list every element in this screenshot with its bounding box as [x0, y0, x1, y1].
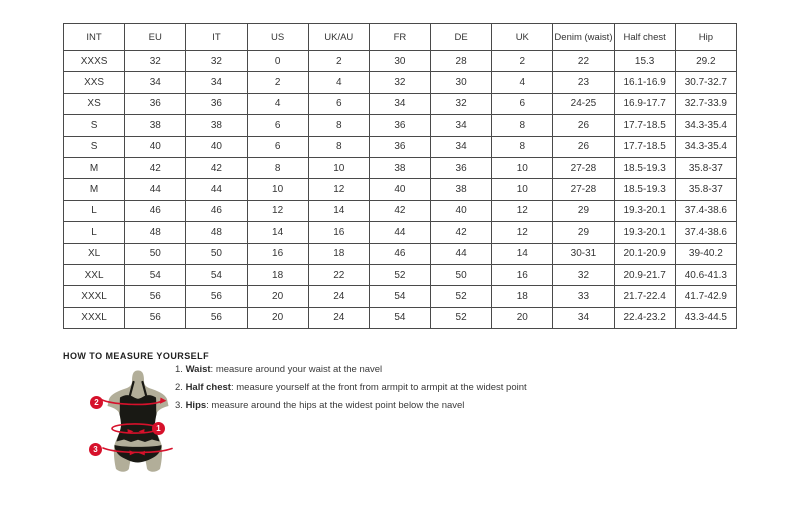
table-cell: 56 [186, 307, 247, 328]
table-cell: 32 [369, 72, 430, 93]
step-term: Hips [185, 400, 207, 411]
column-header: Denim (waist) [553, 24, 614, 51]
table-row [64, 307, 737, 328]
table-cell: XXL [64, 264, 125, 285]
table-cell: 44 [369, 222, 430, 243]
table-cell: 50 [431, 264, 492, 285]
table-cell: 18 [492, 286, 553, 307]
table-cell: 6 [308, 93, 369, 114]
table-cell: XXXL [64, 307, 125, 328]
table-cell: 50 [186, 243, 247, 264]
table-cell: 38 [125, 115, 186, 136]
table-cell: 37.4-38.6 [675, 222, 736, 243]
table-cell: 36 [369, 136, 430, 157]
table-row [64, 93, 737, 114]
measure-step [175, 382, 527, 393]
table-cell: XS [64, 93, 125, 114]
column-header: IT [186, 24, 247, 51]
table-cell: 35.8-37 [675, 157, 736, 178]
table-cell: 32 [431, 93, 492, 114]
table-cell: 28 [431, 51, 492, 72]
table-cell: 12 [308, 179, 369, 200]
table-cell: 2 [492, 51, 553, 72]
column-header: UK/AU [308, 24, 369, 51]
table-cell: 54 [369, 286, 430, 307]
table-cell: XL [64, 243, 125, 264]
table-cell: 33 [553, 286, 614, 307]
table-cell: 27-28 [553, 157, 614, 178]
step-number: 2. [175, 382, 186, 393]
table-cell: 36 [431, 157, 492, 178]
table-cell: 4 [492, 72, 553, 93]
measure-step [175, 400, 527, 411]
table-cell: 8 [308, 136, 369, 157]
table-row [64, 157, 737, 178]
table-cell: 12 [492, 200, 553, 221]
table-cell: 4 [308, 72, 369, 93]
table-cell: M [64, 157, 125, 178]
table-cell: 34.3-35.4 [675, 136, 736, 157]
table-cell: 52 [369, 264, 430, 285]
table-cell: 18.5-19.3 [614, 179, 675, 200]
table-cell: 44 [125, 179, 186, 200]
column-header: FR [369, 24, 430, 51]
step-text: : measure around the hips at the widest point below the navel [206, 400, 465, 411]
table-cell: XXXS [64, 51, 125, 72]
step-text: : measure yourself at the front from armpit to armpit at the widest point [230, 382, 527, 393]
table-cell: 10 [492, 179, 553, 200]
table-cell: 26 [553, 136, 614, 157]
table-cell: 54 [186, 264, 247, 285]
table-row [64, 264, 737, 285]
table-cell: L [64, 222, 125, 243]
table-row [64, 286, 737, 307]
table-cell: 46 [186, 200, 247, 221]
table-cell: 16.9-17.7 [614, 93, 675, 114]
table-cell: 44 [186, 179, 247, 200]
table-cell: 34 [553, 307, 614, 328]
table-row [64, 72, 737, 93]
step-number: 1. [175, 364, 186, 375]
table-cell: 17.7-18.5 [614, 115, 675, 136]
table-cell: 56 [125, 307, 186, 328]
table-cell: 30 [431, 72, 492, 93]
waist-badge: 1 [152, 422, 165, 435]
table-cell: 36 [186, 93, 247, 114]
table-cell: 8 [247, 157, 308, 178]
column-header: INT [64, 24, 125, 51]
table-cell: 17.7-18.5 [614, 136, 675, 157]
table-cell: 10 [308, 157, 369, 178]
table-cell: 52 [431, 286, 492, 307]
table-cell: 39-40.2 [675, 243, 736, 264]
table-cell: 20 [492, 307, 553, 328]
table-cell: 46 [125, 200, 186, 221]
table-cell: 40 [369, 179, 430, 200]
table-cell: 42 [125, 157, 186, 178]
table-cell: S [64, 136, 125, 157]
table-cell: 56 [125, 286, 186, 307]
table-cell: 48 [186, 222, 247, 243]
table-cell: 22.4-23.2 [614, 307, 675, 328]
table-cell: 52 [431, 307, 492, 328]
table-cell: 48 [125, 222, 186, 243]
table-cell: 30 [369, 51, 430, 72]
table-cell: 38 [186, 115, 247, 136]
column-header: EU [125, 24, 186, 51]
table-cell: 21.7-22.4 [614, 286, 675, 307]
table-row [64, 115, 737, 136]
table-cell: 16.1-16.9 [614, 72, 675, 93]
table-cell: 2 [308, 51, 369, 72]
table-cell: 36 [369, 115, 430, 136]
table-cell: S [64, 115, 125, 136]
table-cell: 29.2 [675, 51, 736, 72]
table-cell: 35.8-37 [675, 179, 736, 200]
table-cell: 10 [247, 179, 308, 200]
table-cell: 8 [308, 115, 369, 136]
table-cell: 40 [125, 136, 186, 157]
table-row [64, 51, 737, 72]
table-cell: 24 [308, 307, 369, 328]
column-header: Hip [675, 24, 736, 51]
table-cell: 56 [186, 286, 247, 307]
table-row [64, 136, 737, 157]
table-cell: 34.3-35.4 [675, 115, 736, 136]
header-row [64, 24, 737, 51]
table-cell: 54 [125, 264, 186, 285]
table-cell: 24 [308, 286, 369, 307]
table-cell: 18 [308, 243, 369, 264]
table-cell: 30.7-32.7 [675, 72, 736, 93]
column-header: US [247, 24, 308, 51]
table-cell: 32 [125, 51, 186, 72]
table-cell: 26 [553, 115, 614, 136]
measure-step [175, 364, 527, 375]
table-cell: 41.7-42.9 [675, 286, 736, 307]
table-row [64, 243, 737, 264]
table-cell: 14 [492, 243, 553, 264]
table-cell: 15.3 [614, 51, 675, 72]
table-cell: 29 [553, 200, 614, 221]
table-cell: 34 [369, 93, 430, 114]
table-cell: 34 [431, 136, 492, 157]
step-text: : measure around your waist at the navel [210, 364, 383, 375]
table-cell: 34 [431, 115, 492, 136]
measure-steps [175, 364, 527, 418]
table-cell: 43.3-44.5 [675, 307, 736, 328]
step-number: 3. [175, 400, 186, 411]
table-cell: 42 [369, 200, 430, 221]
table-cell: 54 [369, 307, 430, 328]
table-cell: 32 [186, 51, 247, 72]
table-cell: 12 [247, 200, 308, 221]
table-cell: 29 [553, 222, 614, 243]
table-cell: 2 [247, 72, 308, 93]
table-cell: 0 [247, 51, 308, 72]
half-chest-badge: 2 [90, 396, 103, 409]
table-cell: XXXL [64, 286, 125, 307]
table-cell: 22 [553, 51, 614, 72]
table-cell: 19.3-20.1 [614, 200, 675, 221]
hips-badge: 3 [89, 443, 102, 456]
measurement-figure [89, 369, 185, 475]
mannequin-illustration [89, 369, 185, 475]
table-row [64, 200, 737, 221]
step-term: Waist [185, 364, 211, 375]
table-cell: 24-25 [553, 93, 614, 114]
table-cell: 12 [492, 222, 553, 243]
table-cell: 32.7-33.9 [675, 93, 736, 114]
table-cell: 34 [186, 72, 247, 93]
table-cell: 20.1-20.9 [614, 243, 675, 264]
table-cell: 30-31 [553, 243, 614, 264]
table-cell: 6 [247, 115, 308, 136]
table-cell: 42 [186, 157, 247, 178]
table-cell: 20.9-21.7 [614, 264, 675, 285]
table-row [64, 179, 737, 200]
table-row [64, 222, 737, 243]
table-cell: 4 [247, 93, 308, 114]
table-cell: 16 [308, 222, 369, 243]
table-cell: 40 [431, 200, 492, 221]
table-cell: 34 [125, 72, 186, 93]
table-cell: M [64, 179, 125, 200]
table-cell: 37.4-38.6 [675, 200, 736, 221]
table-cell: 38 [369, 157, 430, 178]
table-cell: 40 [186, 136, 247, 157]
measure-section-title: HOW TO MEASURE YOURSELF [63, 351, 210, 361]
table-cell: L [64, 200, 125, 221]
size-chart-table [63, 23, 737, 329]
table-cell: 20 [247, 307, 308, 328]
table-cell: 19.3-20.1 [614, 222, 675, 243]
table-cell: 44 [431, 243, 492, 264]
table-cell: 8 [492, 136, 553, 157]
table-cell: 6 [492, 93, 553, 114]
table-cell: 40.6-41.3 [675, 264, 736, 285]
table-cell: 16 [247, 243, 308, 264]
table-cell: 23 [553, 72, 614, 93]
column-header: UK [492, 24, 553, 51]
table-cell: 36 [125, 93, 186, 114]
table-cell: 10 [492, 157, 553, 178]
table-cell: 18.5-19.3 [614, 157, 675, 178]
table-cell: 22 [308, 264, 369, 285]
table-cell: 8 [492, 115, 553, 136]
column-header: DE [431, 24, 492, 51]
table-cell: 16 [492, 264, 553, 285]
swimsuit-top [117, 395, 160, 442]
table-cell: 14 [308, 200, 369, 221]
column-header: Half chest [614, 24, 675, 51]
step-term: Half chest [185, 382, 231, 393]
table-cell: 14 [247, 222, 308, 243]
table-cell: 6 [247, 136, 308, 157]
table-cell: 42 [431, 222, 492, 243]
table-cell: 27-28 [553, 179, 614, 200]
table-cell: 50 [125, 243, 186, 264]
table-cell: 18 [247, 264, 308, 285]
table-cell: 32 [553, 264, 614, 285]
table-cell: 38 [431, 179, 492, 200]
table-cell: 46 [369, 243, 430, 264]
table-cell: XXS [64, 72, 125, 93]
table-cell: 20 [247, 286, 308, 307]
